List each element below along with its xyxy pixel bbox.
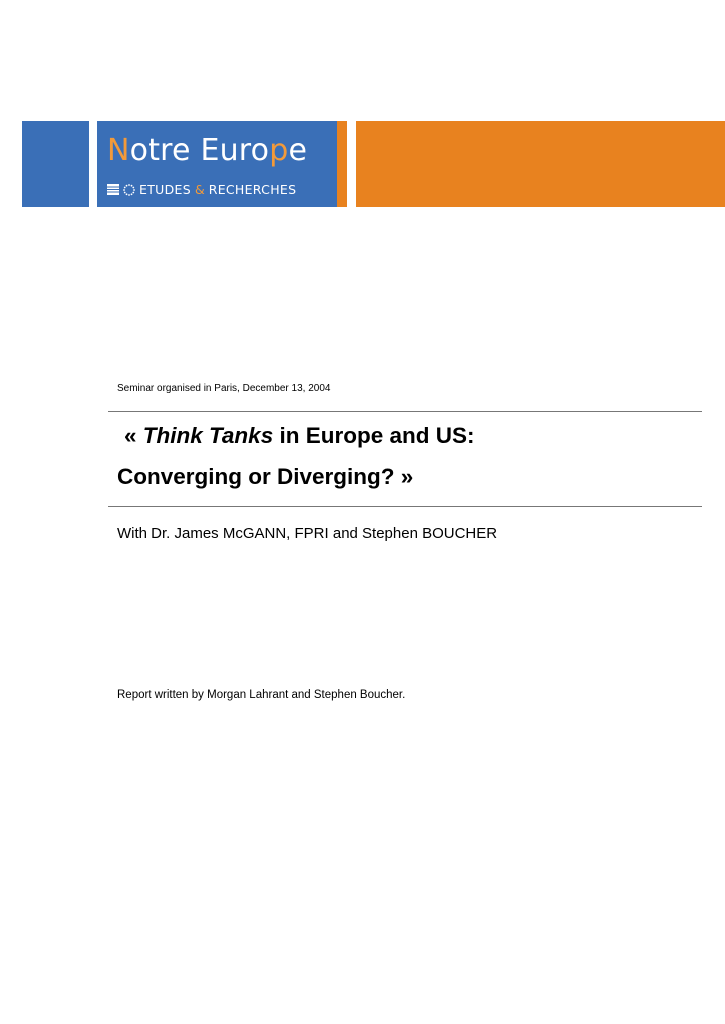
- logo-wordmark: Notre Europe: [107, 133, 308, 168]
- notre-europe-logo: [97, 121, 337, 207]
- seminar-info: Seminar organised in Paris, December 13, 2004: [117, 383, 331, 394]
- divider-top: [108, 411, 702, 412]
- speakers-line: With Dr. James McGANN, FPRI and Stephen BOUCHER: [117, 525, 498, 542]
- header-band-stripe: [337, 121, 347, 207]
- logo-subtitle-recherches: RECHERCHES: [208, 182, 297, 197]
- logo-subtitle-ampersand: &: [194, 182, 205, 197]
- header-band-right: [356, 121, 725, 207]
- title-emphasis: Think Tanks: [142, 423, 274, 448]
- divider-bottom: [108, 506, 702, 507]
- document-title-line2: Converging or Diverging? »: [117, 464, 414, 489]
- eu-stars-icon: [123, 184, 135, 196]
- header-band-left: [22, 121, 89, 207]
- report-authors: Report written by Morgan Lahrant and Stephen Boucher.: [117, 689, 406, 701]
- logo-subtitle: [107, 182, 296, 197]
- document-stack-icon: [107, 184, 119, 195]
- document-title-line1: « Think Tanks in Europe and US:: [124, 423, 475, 448]
- logo-subtitle-etudes: ETUDES: [139, 182, 191, 197]
